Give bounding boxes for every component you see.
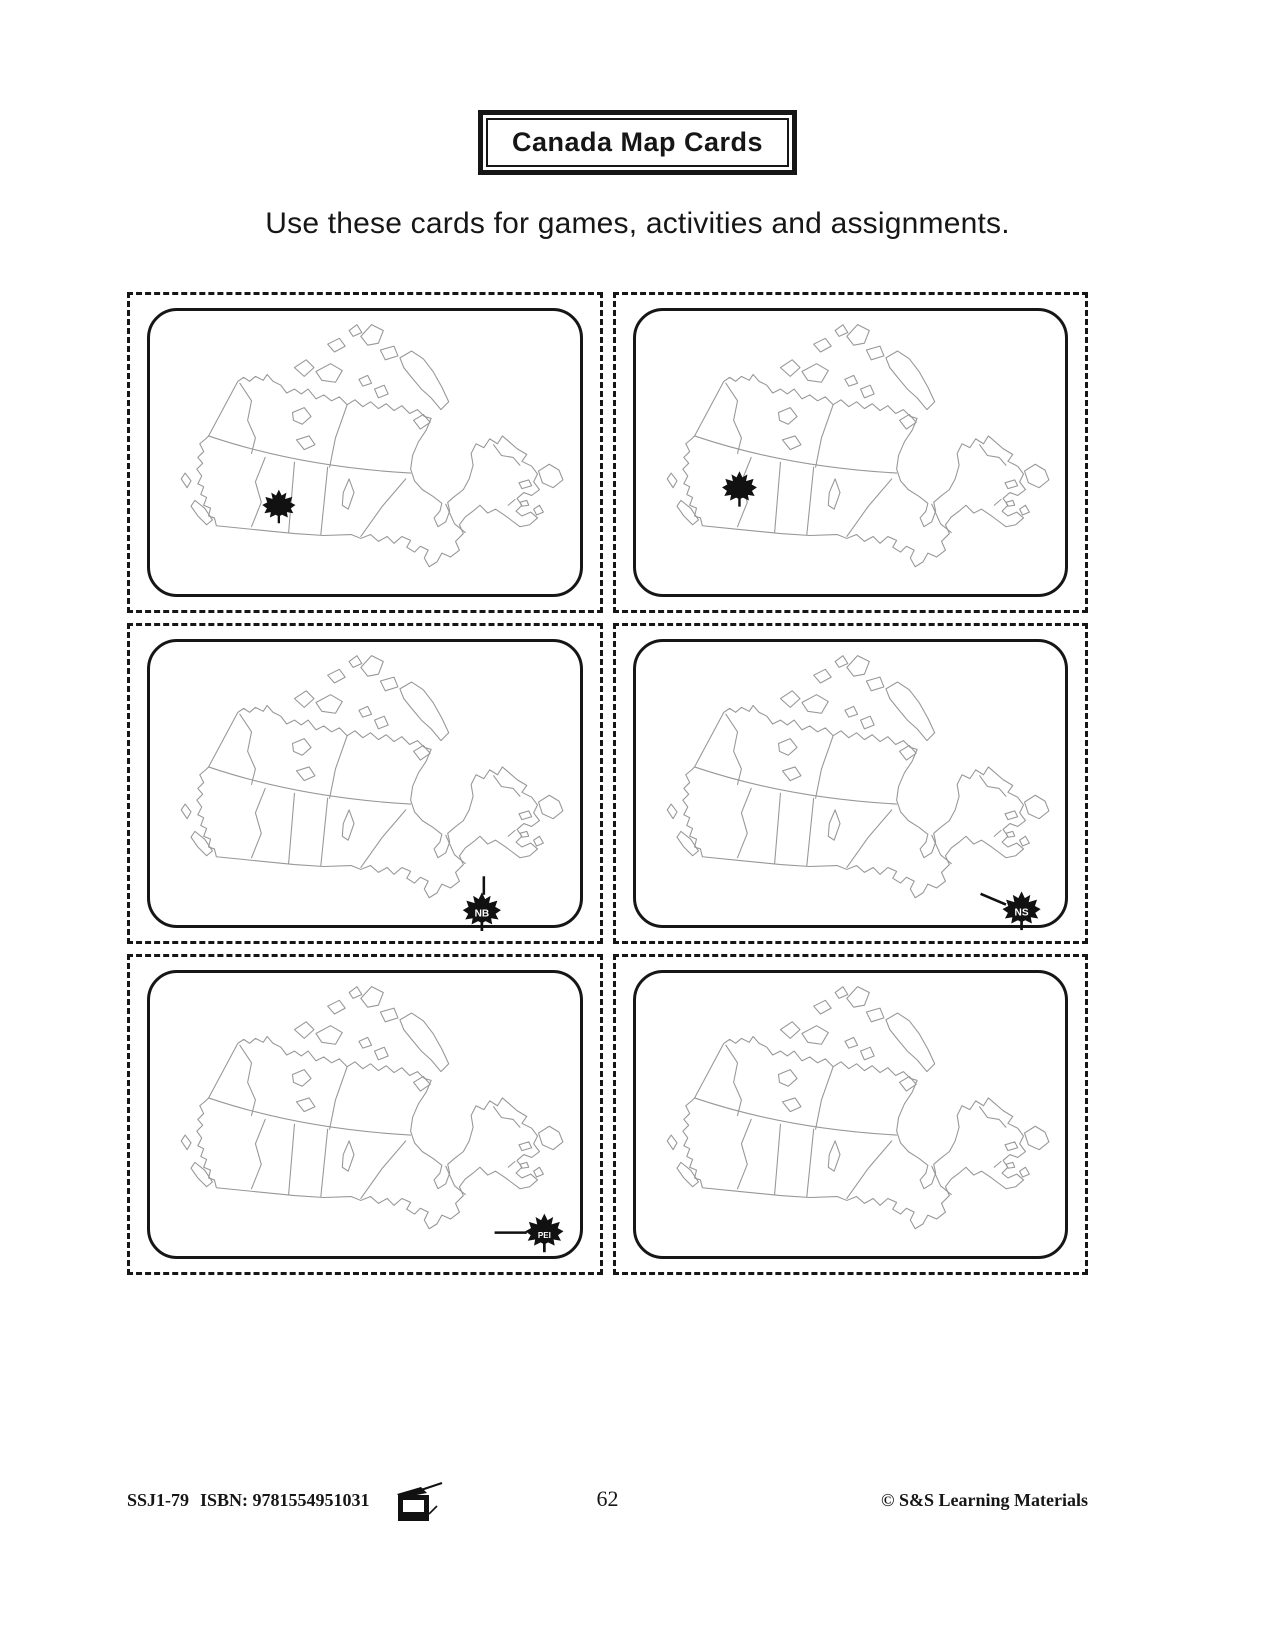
maple-leaf-marker [525, 1214, 563, 1253]
map-card [147, 308, 583, 597]
instructions-text: Use these cards for games, activities and assignments. [265, 207, 1010, 240]
title-box-inner [486, 118, 789, 167]
maple-leaf-marker [463, 892, 501, 931]
maple-leaf-icon [262, 490, 295, 524]
title-box [478, 110, 797, 175]
footer [127, 1478, 1088, 1530]
leaf-province-label: PEI [537, 1230, 551, 1240]
maple-leaf-marker [722, 471, 757, 506]
title-area [0, 110, 1275, 175]
canada-map [636, 311, 1066, 594]
footer-product-code: SSJ1-79 [127, 1490, 190, 1510]
canada-map [150, 642, 580, 925]
canada-outline [667, 325, 1049, 567]
card-cell [613, 623, 1089, 944]
leaf-province-label: NS [1014, 907, 1029, 919]
cards-grid [127, 292, 1088, 1250]
map-card [633, 970, 1069, 1259]
leaf-province-label: NB [474, 908, 490, 920]
leaf-pointer-line [980, 894, 1005, 905]
canada-map [636, 642, 1066, 925]
canada-outline [181, 987, 563, 1229]
maple-leaf-marker [262, 490, 295, 524]
canada-outline [181, 656, 563, 898]
page-title: Canada Map Cards [511, 127, 764, 157]
canada-map [636, 973, 1066, 1256]
canada-outline [667, 656, 1049, 898]
card-cell [613, 292, 1089, 613]
canada-outline [667, 987, 1049, 1229]
map-card [633, 639, 1069, 928]
card-cell [613, 954, 1089, 1275]
card-cell [127, 292, 603, 613]
maple-leaf-icon [722, 471, 757, 506]
footer-isbn: ISBN: 9781554951031 [200, 1490, 370, 1510]
card-cell [127, 954, 603, 1275]
page-number: 62 [596, 1486, 619, 1511]
canada-map [150, 311, 580, 594]
canada-map [150, 973, 580, 1256]
map-card [633, 308, 1069, 597]
canada-outline [181, 325, 563, 567]
card-cell [127, 623, 603, 944]
map-card [147, 639, 583, 928]
map-card [147, 970, 583, 1259]
maple-leaf-marker [1002, 891, 1040, 930]
footer-copyright: © S&S Learning Materials [881, 1490, 1088, 1510]
